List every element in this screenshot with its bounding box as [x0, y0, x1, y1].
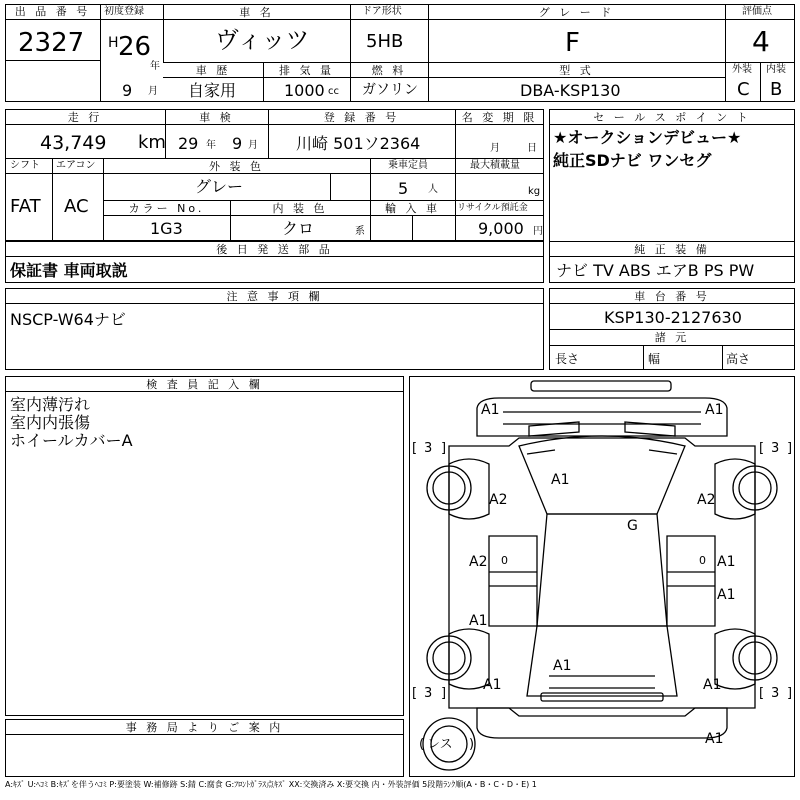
damage-diagram [409, 376, 795, 777]
first-reg-era: H [108, 35, 119, 51]
svg-text:[: [ [759, 441, 765, 456]
inspection-month: 9 [232, 134, 243, 153]
recycle-fee: 9,000 [478, 219, 524, 238]
model-code: DBA-KSP130 [520, 81, 621, 100]
svg-text:[: [ [412, 441, 418, 456]
first-reg-header: 初度登録 [104, 6, 144, 17]
registration-header: 登 録 番 号 [323, 111, 400, 124]
sales-point-header: セ ー ル ス ポ イ ン ト [593, 111, 751, 124]
int-color: クロ [282, 219, 315, 238]
history: 自家用 [188, 81, 237, 100]
color-no-header: カラー No. [128, 202, 205, 215]
chassis-no: KSP130-2127630 [604, 308, 742, 327]
svg-text:]: ] [787, 441, 793, 456]
first-reg-month: 9 [122, 81, 133, 100]
svg-text:[: [ [759, 686, 765, 701]
shift-header: シフト [10, 160, 40, 171]
displacement-header: 排 気 量 [279, 64, 334, 77]
later-items: 保証書 車両取説 [10, 261, 128, 280]
mark-windshield: G [627, 518, 638, 534]
door-small-fl: 0 [501, 554, 508, 567]
model-code-header: 型 式 [559, 64, 594, 77]
interior-header: 内装 [766, 64, 786, 75]
first-reg-year: 26 [118, 32, 152, 62]
svg-text:): ) [469, 737, 475, 752]
mark-quarter-rl: A1 [483, 677, 502, 693]
dim-width-label: 幅 [648, 352, 661, 366]
name-change-month-unit: 月 [490, 143, 500, 154]
notes: NSCP-W64ナビ [10, 310, 126, 329]
ext-color: グレー [195, 177, 244, 196]
mileage-unit: km [138, 132, 166, 153]
first-reg-year-unit: 年 [150, 61, 160, 72]
recycle-header: リサイクル預託金 [457, 203, 528, 213]
capacity-header: 乗車定員 [388, 160, 428, 171]
max-load-unit: kg [528, 186, 541, 197]
door-type: 5HB [366, 31, 404, 52]
mark-front-left: A1 [481, 402, 500, 418]
mark-fender-fr: A2 [697, 492, 716, 508]
svg-text:(: ( [419, 737, 425, 752]
inspector-note-2: 室内内張傷 [10, 413, 91, 432]
mileage-header: 走 行 [67, 111, 103, 124]
wheel-bracket-fl: 3 [424, 441, 433, 456]
car-name-header: 車 名 [239, 6, 274, 19]
fuel: ガソリン [362, 82, 418, 98]
office-notice-header: 事 務 局 よ り ご 案 内 [125, 721, 284, 734]
inspector-note-1: 室内薄汚れ [10, 395, 91, 414]
wheel-bracket-fr: 3 [771, 441, 780, 456]
grade: F [565, 28, 580, 58]
first-reg-month-unit: 月 [148, 86, 158, 97]
dim-height-label: 高さ [726, 352, 751, 366]
history-header: 車 歴 [195, 64, 231, 77]
wheel-bracket-rl: 3 [424, 686, 433, 701]
interior-score: B [770, 79, 783, 100]
svg-text:]: ] [441, 686, 447, 701]
inspection-year: 29 [178, 134, 199, 153]
score-header: 評価点 [742, 6, 772, 17]
import-header: 輸 入 車 [385, 202, 440, 215]
mark-door-rr: A1 [717, 587, 736, 603]
max-load-header: 最大積載量 [470, 160, 520, 171]
shift: FAT [10, 196, 41, 217]
svg-text:]: ] [441, 441, 447, 456]
notes-header: 注 意 事 項 欄 [226, 290, 323, 303]
door-header: ドア形状 [362, 6, 402, 17]
lot-no-header: 出 品 番 号 [14, 5, 91, 18]
int-color-header: 内 装 色 [272, 202, 328, 215]
aircon: AC [64, 196, 89, 217]
int-color-unit: 系 [355, 226, 365, 237]
svg-text:]: ] [787, 686, 793, 701]
mark-roof-rear: A1 [553, 658, 572, 674]
later-items-header: 後 日 発 送 部 品 [216, 243, 333, 256]
dimensions-header: 諸 元 [654, 331, 690, 344]
mark-door-fr: A1 [717, 554, 736, 570]
mark-front-right: A1 [705, 402, 724, 418]
displacement: 1000 [284, 81, 325, 100]
name-change-day-unit: 日 [527, 143, 537, 154]
mark-door-rl: A1 [469, 613, 488, 629]
mark-door-fl: A2 [469, 554, 488, 570]
mark-rear: A1 [705, 731, 724, 747]
fuel-header: 燃 料 [371, 64, 407, 77]
inspection-month-unit: 月 [248, 140, 258, 151]
door-small-fr: 0 [699, 554, 706, 567]
mark-hood: A1 [551, 472, 570, 488]
lot-number: 2327 [18, 28, 85, 58]
score: 4 [752, 25, 770, 58]
displacement-unit: cc [328, 86, 339, 97]
dim-length-label: 長さ [555, 352, 580, 366]
car-name: ヴィッツ [215, 26, 310, 54]
inspector-notes-header: 検 査 員 記 入 欄 [146, 378, 263, 391]
inspection-year-unit: 年 [206, 140, 216, 151]
legend: A:ｷｽﾞ U:ﾍｺﾐ B:ｷｽﾞを伴うﾍｺﾐ P:要塗装 W:補修跡 S:錆 C:腐食 G:ﾌﾛﾝﾄｶﾞﾗｽ点ｷｽﾞ XX:交換済み X:要交換 内・外装評価 5段階ﾗﾝｸ順(A・B・C・D・E) 1 [5, 780, 537, 789]
capacity-unit: 人 [428, 184, 438, 195]
exterior-score: C [737, 79, 750, 100]
sales-point-1: ★オークションデビュー★ [553, 128, 742, 147]
inspection-header: 車 検 [199, 111, 234, 124]
color-no: 1G3 [150, 219, 183, 238]
mark-quarter-rr: A1 [703, 677, 722, 693]
registration-no: 川崎 501ソ2364 [296, 134, 421, 153]
wheel-bracket-rr: 3 [771, 686, 780, 701]
svg-text:[: [ [412, 686, 418, 701]
name-change-header: 名 変 期 限 [461, 111, 538, 124]
mark-fender-fl: A2 [489, 492, 508, 508]
genuine-equipment-header: 純 正 装 備 [634, 243, 710, 256]
capacity: 5 [398, 179, 409, 198]
mileage: 43,749 [40, 132, 107, 154]
inspector-note-3: ホイールカバーA [10, 431, 133, 450]
chassis-header: 車 台 番 号 [634, 290, 710, 303]
detail-table [5, 109, 544, 241]
exterior-header: 外装 [732, 64, 752, 75]
genuine-equipment: ナビ TV ABS エアB PS PW [556, 261, 755, 280]
sales-point-2: 純正SDナビ ワンセグ [553, 151, 712, 170]
recycle-unit: 円 [533, 226, 543, 237]
spare-label: レス [427, 737, 453, 752]
grade-header: グ レ ー ド [538, 6, 615, 19]
ext-color-header: 外 装 色 [209, 160, 264, 173]
aircon-header: エアコン [56, 160, 96, 171]
